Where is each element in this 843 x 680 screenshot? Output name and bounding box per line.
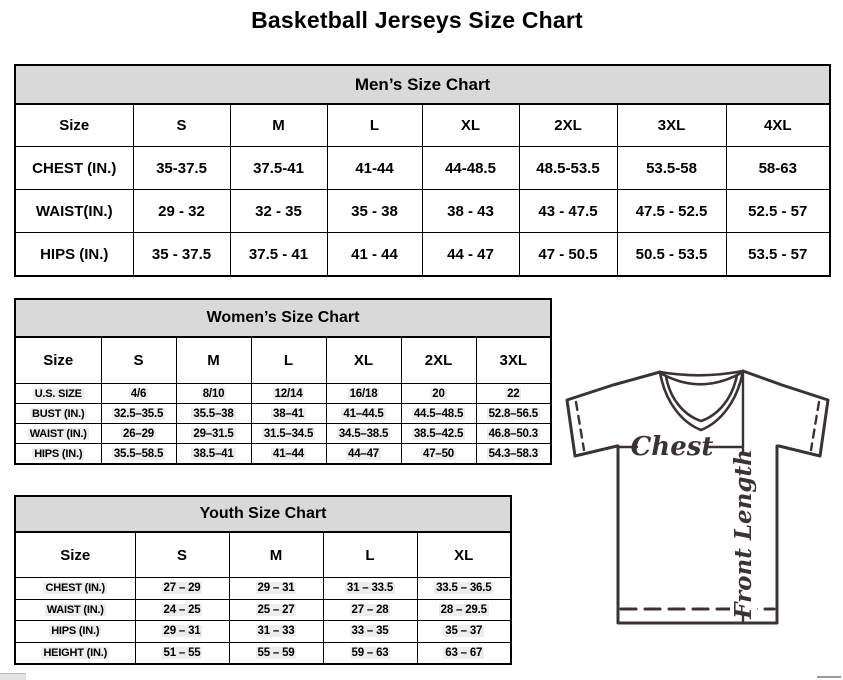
youth-cell-value: 27 – 29 xyxy=(135,578,229,600)
men-column-header: S xyxy=(133,104,230,147)
jersey-outline xyxy=(567,371,828,623)
women-row-label: HIPS (IN.) xyxy=(15,444,101,465)
men-cell-value: 48.5-53.5 xyxy=(519,147,617,190)
men-column-header: Size xyxy=(15,104,133,147)
women-cell-value: 46.8–50.3 xyxy=(476,424,551,444)
youth-table-row xyxy=(15,621,511,643)
men-column-header: 3XL xyxy=(617,104,726,147)
women-cell-value: 26–29 xyxy=(101,424,176,444)
youth-cell-value: 29 – 31 xyxy=(229,578,323,600)
men-row-label: CHEST (IN.) xyxy=(15,147,133,190)
men-cell-value: 43 - 47.5 xyxy=(519,190,617,233)
youth-table-title: Youth Size Chart xyxy=(15,496,511,532)
women-cell-value: 41–44.5 xyxy=(326,404,401,424)
youth-cell-value: 33.5 – 36.5 xyxy=(417,578,511,600)
youth-table-row xyxy=(15,578,511,600)
men-cell-value: 52.5 - 57 xyxy=(726,190,830,233)
women-cell-value: 31.5–34.5 xyxy=(251,424,326,444)
youth-cell-value: 59 – 63 xyxy=(323,642,417,664)
youth-column-header: S xyxy=(135,532,229,578)
women-row-label: BUST (IN.) xyxy=(15,404,101,424)
youth-cell-value: 55 – 59 xyxy=(229,642,323,664)
jersey-measurement-diagram xyxy=(553,358,843,670)
men-row-label: HIPS (IN.) xyxy=(15,233,133,277)
men-column-header: L xyxy=(327,104,422,147)
men-cell-value: 50.5 - 53.5 xyxy=(617,233,726,277)
youth-row-label: HEIGHT (IN.) xyxy=(15,642,135,664)
women-cell-value: 52.8–56.5 xyxy=(476,404,551,424)
men-cell-value: 29 - 32 xyxy=(133,190,230,233)
men-cell-value: 44 - 47 xyxy=(422,233,519,277)
women-cell-value: 35.5–58.5 xyxy=(101,444,176,465)
youth-column-header: L xyxy=(323,532,417,578)
women-table-row xyxy=(15,444,551,465)
page-title: Basketball Jerseys Size Chart xyxy=(251,7,583,33)
youth-table-row xyxy=(15,642,511,664)
men-cell-value: 47.5 - 52.5 xyxy=(617,190,726,233)
youth-row-label: WAIST (IN.) xyxy=(15,599,135,621)
youth-size-chart-table xyxy=(14,495,512,665)
youth-row-label: CHEST (IN.) xyxy=(15,578,135,600)
women-table-row xyxy=(15,404,551,424)
youth-row-label: HIPS (IN.) xyxy=(15,621,135,643)
youth-cell-value: 24 – 25 xyxy=(135,599,229,621)
youth-cell-value: 28 – 29.5 xyxy=(417,599,511,621)
women-cell-value: 32.5–35.5 xyxy=(101,404,176,424)
youth-table-row xyxy=(15,599,511,621)
women-cell-value: 38.5–41 xyxy=(176,444,251,465)
right-sleeve-seam-dashed xyxy=(811,402,819,450)
men-column-header: XL xyxy=(422,104,519,147)
youth-cell-value: 31 – 33.5 xyxy=(323,578,417,600)
women-cell-value: 35.5–38 xyxy=(176,404,251,424)
men-cell-value: 44-48.5 xyxy=(422,147,519,190)
chest-label: Chest xyxy=(630,432,714,462)
women-column-header: M xyxy=(176,337,251,384)
women-cell-value: 22 xyxy=(476,384,551,404)
women-table-title: Women’s Size Chart xyxy=(15,299,551,337)
men-cell-value: 35-37.5 xyxy=(133,147,230,190)
womens-size-chart-table xyxy=(14,298,552,465)
men-cell-value: 35 - 38 xyxy=(327,190,422,233)
front-length-label: Front Length xyxy=(730,449,757,619)
youth-column-header: Size xyxy=(15,532,135,578)
youth-cell-value: 25 – 27 xyxy=(229,599,323,621)
jersey-collar xyxy=(660,371,743,430)
men-column-header: 4XL xyxy=(726,104,830,147)
men-cell-value: 47 - 50.5 xyxy=(519,233,617,277)
women-column-header: S xyxy=(101,337,176,384)
women-cell-value: 29–31.5 xyxy=(176,424,251,444)
women-table-row xyxy=(15,384,551,404)
men-table-row xyxy=(15,190,830,233)
men-row-label: WAIST(IN.) xyxy=(15,190,133,233)
women-column-header: L xyxy=(251,337,326,384)
youth-cell-value: 63 – 67 xyxy=(417,642,511,664)
women-cell-value: 4/6 xyxy=(101,384,176,404)
horizontal-scrollbar-fragment-right[interactable] xyxy=(817,676,841,678)
men-cell-value: 35 - 37.5 xyxy=(133,233,230,277)
men-cell-value: 53.5-58 xyxy=(617,147,726,190)
women-table-row xyxy=(15,424,551,444)
mens-size-chart-table xyxy=(14,64,831,277)
youth-cell-value: 27 – 28 xyxy=(323,599,417,621)
women-cell-value: 8/10 xyxy=(176,384,251,404)
youth-cell-value: 29 – 31 xyxy=(135,621,229,643)
men-cell-value: 38 - 43 xyxy=(422,190,519,233)
youth-cell-value: 31 – 33 xyxy=(229,621,323,643)
youth-cell-value: 51 – 55 xyxy=(135,642,229,664)
women-column-header: XL xyxy=(326,337,401,384)
men-cell-value: 41-44 xyxy=(327,147,422,190)
men-cell-value: 37.5 - 41 xyxy=(230,233,327,277)
women-cell-value: 38–41 xyxy=(251,404,326,424)
men-cell-value: 32 - 35 xyxy=(230,190,327,233)
women-cell-value: 12/14 xyxy=(251,384,326,404)
men-cell-value: 41 - 44 xyxy=(327,233,422,277)
women-cell-value: 54.3–58.3 xyxy=(476,444,551,465)
men-cell-value: 37.5-41 xyxy=(230,147,327,190)
left-sleeve-seam-dashed xyxy=(576,402,584,450)
men-cell-value: 58-63 xyxy=(726,147,830,190)
women-cell-value: 44–47 xyxy=(326,444,401,465)
men-table-title: Men’s Size Chart xyxy=(15,65,830,104)
men-table-row xyxy=(15,147,830,190)
women-column-header: 2XL xyxy=(401,337,476,384)
women-cell-value: 47–50 xyxy=(401,444,476,465)
men-column-header: M xyxy=(230,104,327,147)
women-cell-value: 41–44 xyxy=(251,444,326,465)
youth-cell-value: 33 – 35 xyxy=(323,621,417,643)
women-cell-value: 34.5–38.5 xyxy=(326,424,401,444)
youth-column-header: XL xyxy=(417,532,511,578)
women-column-header: 3XL xyxy=(476,337,551,384)
men-table-row xyxy=(15,233,830,277)
youth-cell-value: 35 – 37 xyxy=(417,621,511,643)
women-cell-value: 20 xyxy=(401,384,476,404)
women-cell-value: 16/18 xyxy=(326,384,401,404)
youth-column-header: M xyxy=(229,532,323,578)
men-cell-value: 53.5 - 57 xyxy=(726,233,830,277)
men-column-header: 2XL xyxy=(519,104,617,147)
women-cell-value: 44.5–48.5 xyxy=(401,404,476,424)
women-column-header: Size xyxy=(15,337,101,384)
women-row-label: U.S. SIZE xyxy=(15,384,101,404)
women-cell-value: 38.5–42.5 xyxy=(401,424,476,444)
women-row-label: WAIST (IN.) xyxy=(15,424,101,444)
